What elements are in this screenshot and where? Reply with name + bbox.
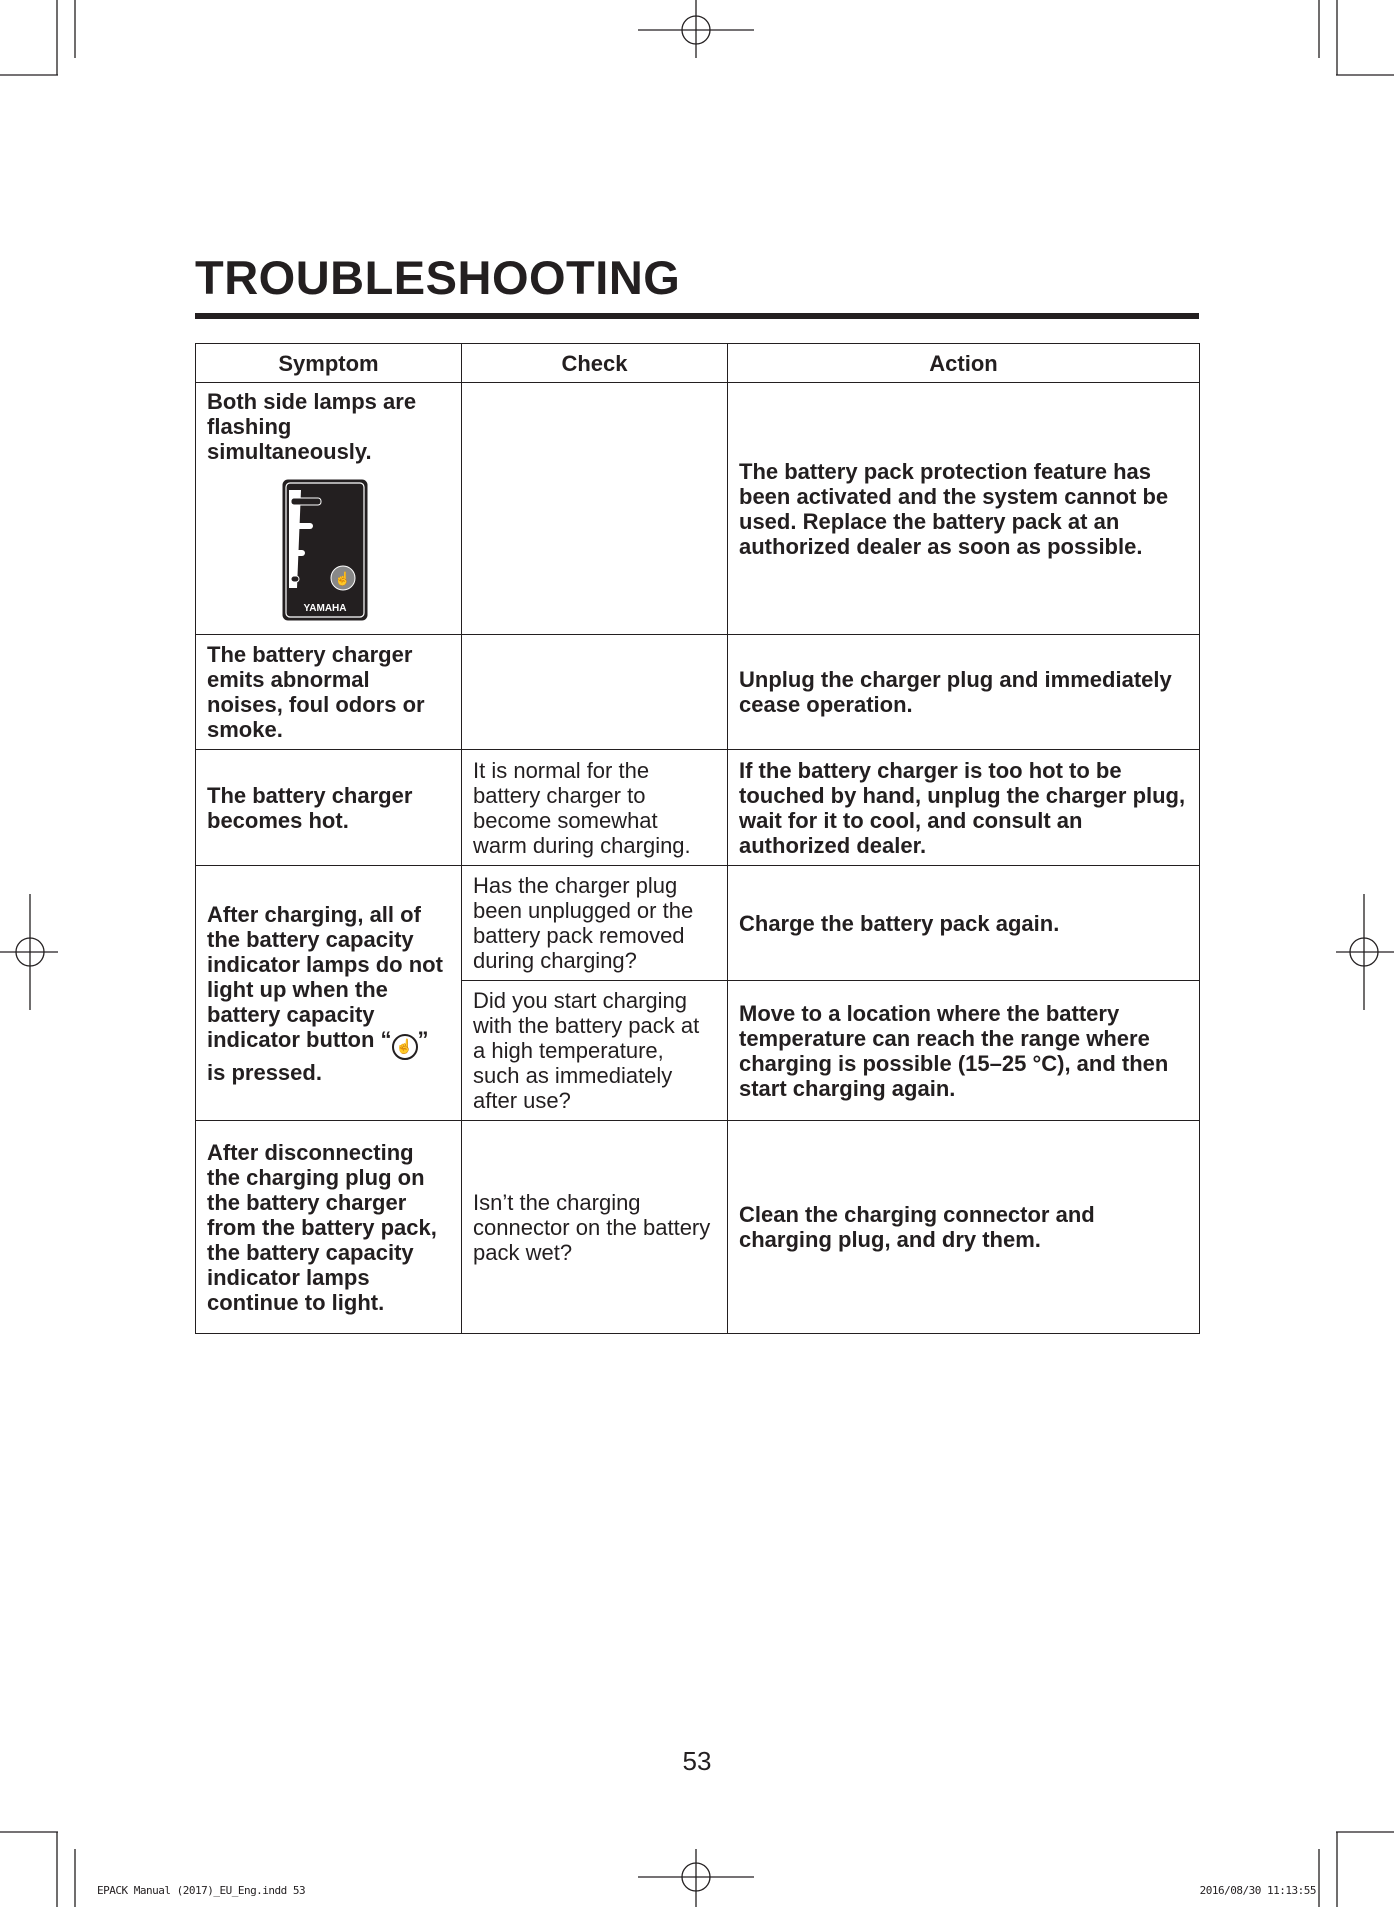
page-number: 53 — [682, 1746, 712, 1776]
check-cell: Did you start charging with the battery pack at a high temperature, such as immediately after use? — [462, 981, 728, 1121]
action-cell: Move to a location where the battery temperature can reach the range where charging is possible (15–25 °C), and then start charging again. — [728, 981, 1200, 1121]
symptom-cell — [196, 866, 462, 1121]
check-cell: Isn’t the charging connector on the battery pack wet? — [462, 1121, 728, 1334]
svg-text:☝: ☝ — [334, 571, 352, 586]
table-row — [196, 1121, 1200, 1334]
indicator-button-icon: ☝ — [392, 1034, 418, 1060]
action-cell: Unplug the charger plug and immediately cease operation. — [728, 635, 1200, 750]
battery-indicator-panel-image — [281, 478, 371, 628]
symptom-cell — [196, 383, 462, 635]
action-cell: The battery pack protection feature has been activated and the system cannot be used. Replace the battery pack at an authorized dealer as soon as possible. — [728, 383, 1200, 635]
header-check: Check — [462, 344, 728, 383]
symptom-cell: The battery charger emits abnormal noises, foul odors or smoke. — [196, 635, 462, 750]
check-cell: It is normal for the battery charger to become somewhat warm during charging. — [462, 750, 728, 866]
action-cell: Charge the battery pack again. — [728, 866, 1200, 981]
table-header-row — [196, 344, 1200, 383]
symptom-text: ” is pressed. — [207, 1026, 429, 1085]
check-cell: Has the charger plug been unplugged or the battery pack removed during charging? — [462, 866, 728, 981]
table-row — [196, 866, 1200, 981]
check-cell — [462, 635, 728, 750]
page-title: TROUBLESHOOTING — [195, 251, 681, 304]
symptom-cell: The battery charger becomes hot. — [196, 750, 462, 866]
troubleshooting-table — [195, 343, 1200, 1334]
yamaha-logo-text: YAMAHA — [303, 603, 347, 614]
table-row — [196, 383, 1200, 635]
header-symptom: Symptom — [196, 344, 462, 383]
symptom-text: After charging, all of the battery capacity indicator lamps do not light up when the battery capacity indicator button “ — [207, 901, 443, 1052]
slug-timestamp: 2016/08/30 11:13:55 — [1199, 1884, 1316, 1897]
table-row — [196, 750, 1200, 866]
slug-filename: EPACK Manual (2017)_EU_Eng.indd 53 — [97, 1884, 306, 1897]
symptom-text: Both side lamps are flashing simultaneously. — [207, 389, 417, 464]
symptom-cell: After disconnecting the charging plug on the battery charger from the battery pack, the battery capacity indicator lamps continue to light. — [196, 1121, 462, 1334]
action-cell: If the battery charger is too hot to be touched by hand, unplug the charger plug, wait for it to cool, and consult an authorized dealer. — [728, 750, 1200, 866]
check-cell — [462, 383, 728, 635]
action-cell: Clean the charging connector and charging plug, and dry them. — [728, 1121, 1200, 1334]
header-action: Action — [728, 344, 1200, 383]
table-row — [196, 635, 1200, 750]
title-rule — [195, 313, 1199, 319]
